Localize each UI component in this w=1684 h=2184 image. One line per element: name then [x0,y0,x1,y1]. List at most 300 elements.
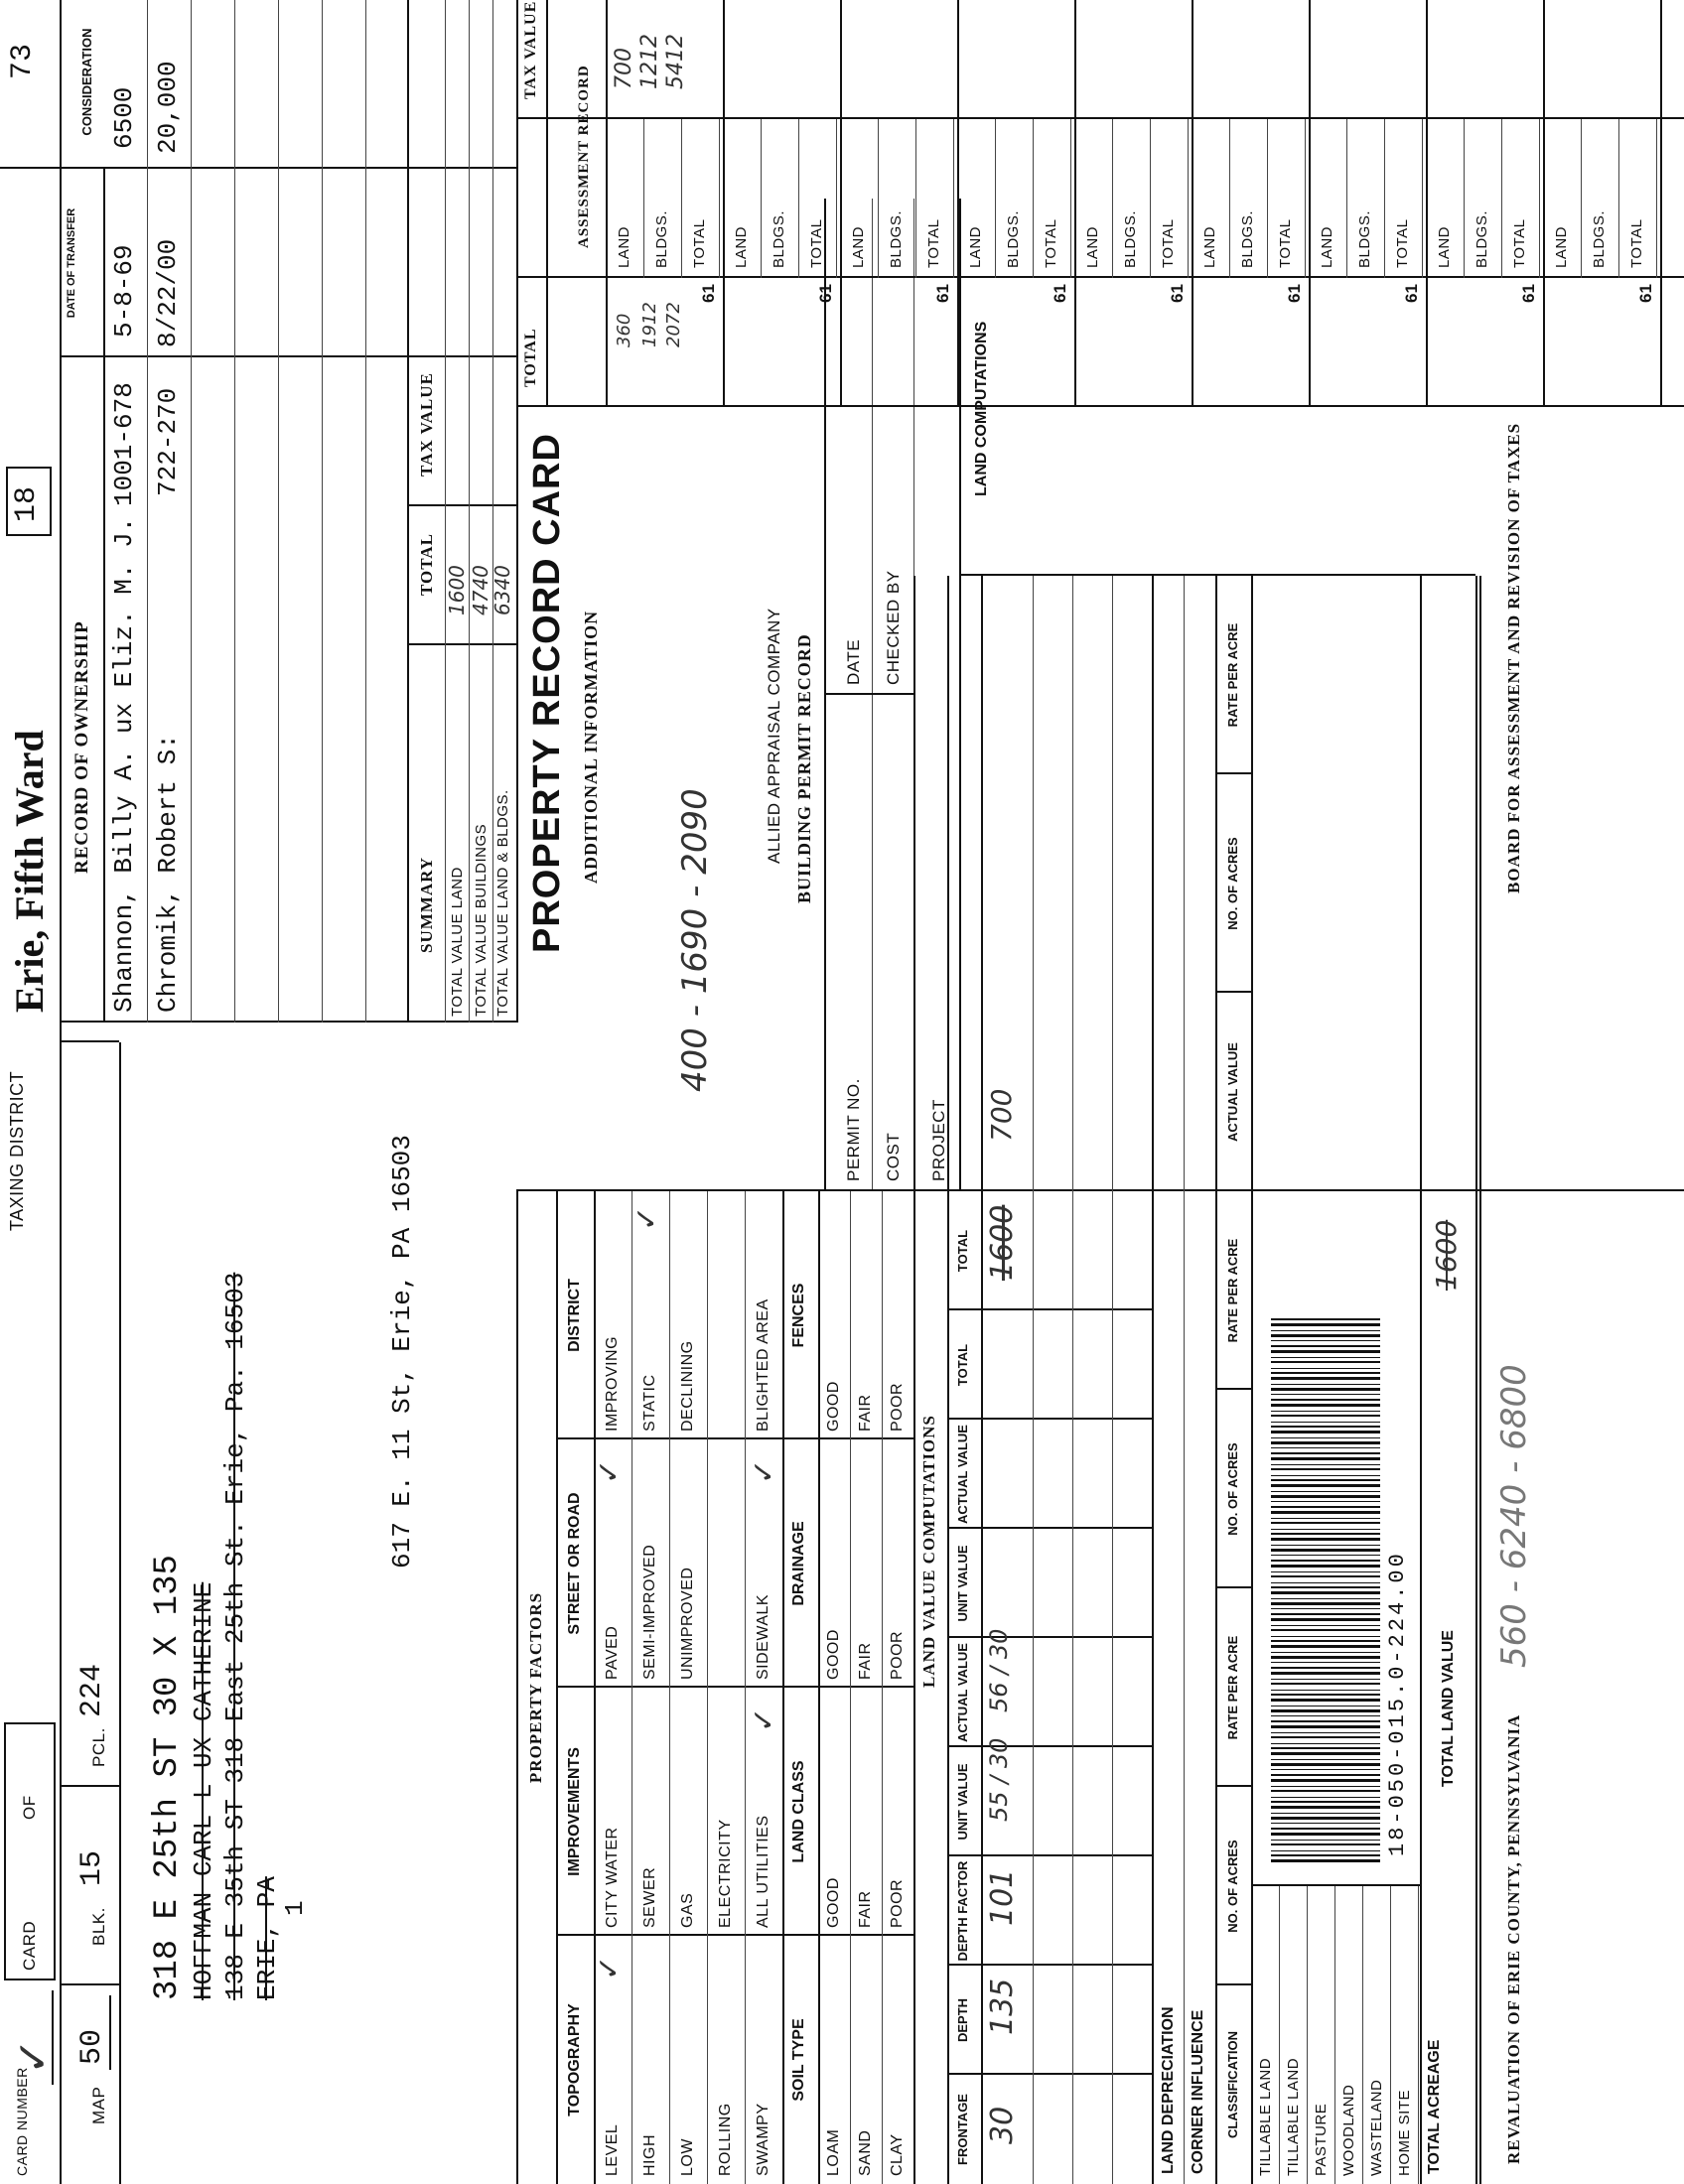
soil-cell-soil: LOAM [825,2128,842,2176]
assessment-total-label: TOTAL [522,328,539,387]
footer-left: REVALUATION OF ERIE COUNTY, PENNSYLVANIA [1504,1713,1523,2164]
barcode-bar [1271,1843,1380,1845]
land-value-col-line [947,1308,1152,1310]
barcode-bar [1271,1715,1380,1716]
barcode-bar [1271,1854,1380,1856]
assessment-line [1384,119,1385,278]
assessment-label: LAND [616,225,632,268]
assessment-label: TOTAL [925,218,942,268]
soil-cell-soil: SAND [857,2129,874,2176]
land-value-header: ACTUAL VALUE [955,1425,970,1524]
classification-row-line [1279,1886,1280,2184]
assessment-label: BLDGS. [653,209,670,268]
barcode-bar [1271,1759,1380,1760]
barcode-bar [1271,1495,1380,1498]
consideration-2: 20,000 [153,61,183,154]
assessment-year-mark: 61 [1168,284,1187,303]
assessment-line [878,119,879,278]
summary-total-label: TOTAL [417,533,436,596]
barcode-bar [1271,1801,1380,1803]
assessment-group-line [957,0,959,407]
mailing-address: 617 E. 11 St, Erie, PA 16503 [387,1135,417,1569]
assessment-year-mark: 61 [1519,284,1538,303]
factor-cell-district: BLIGHTED AREA [755,1298,772,1432]
assessment-line [1539,119,1540,278]
summary-total-land: 1600 [445,565,469,615]
blk-value: 15 [75,1849,109,1886]
additional-info-title: ADDITIONAL INFORMATION [581,610,601,884]
assessment-label: BLDGS. [1005,209,1022,268]
barcode-bar [1271,1817,1380,1820]
permit-title: BUILDING PERMIT RECORD [794,633,814,903]
barcode-bar [1271,1690,1380,1691]
ownership-title: RECORD OF OWNERSHIP [71,620,92,874]
summary-total-buildings: 4740 [469,565,492,615]
assessment-label: BLDGS. [888,209,905,268]
barcode-bar [1271,1636,1380,1637]
factor-cell-district: IMPROVING [604,1335,621,1432]
factor-cell-district: STATIC [641,1374,658,1432]
factor-cell-topography: HIGH [641,2134,658,2176]
classification-col-line [1215,772,1251,774]
map-label: MAP [89,2086,108,2124]
barcode-bar [1271,1683,1380,1685]
land-value-header: DEPTH [955,1997,970,2043]
soil-cell-land_class: GOOD [825,1877,842,1928]
classification-header: CLASSIFICATION [1225,2030,1240,2139]
classification-row: WASTELAND [1368,2079,1385,2176]
blk-label: BLK. [89,1907,108,1946]
land-value-col-line [947,1418,1152,1420]
barcode [1271,1310,1380,1866]
land-value-header: FRONTAGE [955,2094,970,2165]
barcode-bar [1271,1437,1380,1438]
assessment-label: BLDGS. [1122,209,1139,268]
owner-1: Shannon, Billy A. ux Eliz. M. J. [109,516,139,1013]
soil-cell-land_class: POOR [889,1878,906,1928]
assessment-line [1150,119,1151,278]
barcode-bar [1271,1340,1380,1341]
factor-cell-district: DECLINING [679,1340,696,1432]
barcode-bar [1271,1652,1380,1653]
assessment-label: LAND [1201,225,1218,268]
barcode-bar [1271,1629,1380,1631]
classification-row-line [1362,1886,1363,2184]
property-line-1: 318 E 25th ST 30 X 135 [149,1555,187,2000]
barcode-bar [1271,1415,1380,1417]
barcode-bar [1271,1575,1380,1577]
property-line-4: ERIE, PA [252,1876,282,2000]
barcode-bar [1271,1560,1380,1562]
barcode-bar [1271,1545,1380,1546]
barcode-bar [1271,1662,1380,1663]
barcode-bar [1271,1452,1380,1454]
assessment-label: BLDGS. [1474,209,1490,268]
barcode-bar [1271,1779,1380,1782]
assessment-label: TOTAL [1511,218,1528,268]
assessment-year-mark: 61 [1402,284,1421,303]
total-value-2: 700 [985,1088,1018,1142]
soil-header: SOIL TYPE [790,2018,807,2102]
barcode-bar [1271,1372,1380,1374]
barcode-bar [1271,1645,1380,1648]
assessment-year-mark: 61 [1285,284,1304,303]
barcode-bar [1271,1411,1380,1412]
factor-cell-improvements: ELECTRICITY [717,1819,734,1928]
factors-title: PROPERTY FACTORS [526,1591,545,1784]
assessment-line [1346,119,1347,278]
barcode-bar [1271,1549,1380,1552]
depth-factor-value: 101 [985,1868,1020,1926]
classification-row-line [1307,1886,1308,2184]
barcode-bar [1271,1747,1380,1749]
factor-row-line [669,1191,670,2184]
barcode-bar [1271,1491,1380,1492]
assessment-line [1422,119,1423,278]
assessment-label: LAND [850,225,867,268]
assessment-year-mark: 61 [1636,284,1655,303]
barcode-bar [1271,1591,1380,1594]
assessment-line [915,119,916,278]
assessment-line [1229,119,1230,278]
barcode-bar [1271,1850,1380,1851]
assessment-line [681,119,682,278]
barcode-bar [1271,1399,1380,1401]
assessment-group-line [1543,0,1545,407]
footer-right: BOARD FOR ASSESSMENT AND REVISION OF TAXES [1504,422,1523,893]
permit-no-label: PERMIT NO. [844,1078,863,1181]
barcode-bar [1271,1479,1380,1481]
classification-row: TILLABLE LAND [1257,2057,1274,2176]
soil-cell-land_class: FAIR [857,1890,874,1928]
assessment-label: TOTAL [808,218,825,268]
card-number-check: ✓ [8,2038,59,2075]
assessment-label: TOTAL [1394,218,1411,268]
assessment-label: BLDGS. [1591,209,1608,268]
barcode-bar [1271,1529,1380,1530]
barcode-bar [1271,1330,1380,1331]
assessment-label: TOTAL [1160,218,1177,268]
barcode-bar [1271,1813,1380,1814]
permit-project-label: PROJECT [929,1099,948,1181]
of-label: OF [20,1795,39,1820]
assessment-label: TOTAL [1628,218,1645,268]
assessment-line [1188,119,1189,278]
barcode-bar [1271,1475,1380,1476]
barcode-bar [1271,1422,1380,1423]
factor-cell-improvements: GAS [679,1892,696,1928]
permit-date-label: DATE [844,638,863,685]
barcode-bar [1271,1318,1380,1320]
drainage-header: DRAINAGE [790,1521,807,1606]
assessment-group-line [1192,0,1193,407]
classification-col-line [1215,991,1251,993]
classification-row: WOODLAND [1340,2084,1357,2176]
soil-cell-drainage: GOOD [825,1629,842,1680]
assessment-label: TOTAL [691,218,708,268]
barcode-bar [1271,1656,1380,1659]
card-label: CARD [20,1920,39,1971]
assessment-line [1501,119,1502,278]
barcode-bar [1271,1602,1380,1605]
barcode-bar [1271,1725,1380,1728]
assessment-line [1267,119,1268,278]
assessment-label: BLDGS. [1239,209,1256,268]
soil-cell-drainage: POOR [889,1630,906,1680]
barcode-bar [1271,1323,1380,1326]
summary-title: SUMMARY [417,856,436,953]
assessment-label: TOTAL [1277,218,1294,268]
classification-row-line [1418,1886,1419,2184]
barcode-bar [1271,1709,1380,1712]
date-of-transfer-label: DATE OF TRANSFER [66,207,77,319]
land-value-header: ACTUAL VALUE [955,1643,970,1742]
barcode-bar [1271,1598,1380,1599]
assessment-label: TOTAL [1043,218,1059,268]
classification-col-line [1215,1388,1251,1390]
owner-2: Chromik, Robert S: [153,734,183,1013]
assessment-line [761,119,762,278]
barcode-bar [1271,1388,1380,1391]
pcl-value: 224 [75,1663,109,1717]
total-value: 1600 [985,1204,1020,1281]
factor-cell-street: SIDEWALK [755,1593,772,1680]
soil-cell-fences: GOOD [825,1381,842,1432]
check-level: ✓ [592,1955,627,1980]
assessment-label: LAND [967,225,984,268]
check-all-utilities: ✓ [747,1706,781,1732]
unit-value-value: 55 / 30 [985,1737,1013,1822]
barcode-bar [1271,1464,1380,1465]
soil-cell-soil: CLAY [889,2133,906,2176]
barcode-bar [1271,1582,1380,1583]
assessment-line [1618,119,1619,278]
barcode-bar [1271,1736,1380,1738]
barcode-bar [1271,1506,1380,1508]
property-line-3: 138 E 35th ST 318 East 25th St. Erie, Pa. 16503 [220,1272,250,2000]
barcode-bar [1271,1426,1380,1428]
assessment-line [643,119,644,278]
assessment-group-line [723,0,725,407]
taxing-district-label: TAXING DISTRICT [7,1070,27,1231]
summary-row-land: TOTAL VALUE LAND [449,867,466,1017]
factor-cell-street: PAVED [604,1625,621,1680]
assessment-title: ASSESSMENT RECORD [576,65,592,248]
factor-row-line [707,1191,708,2184]
land-depreciation-label: LAND DEPRECIATION [1160,2006,1177,2174]
classification-row: PASTURE [1313,2103,1330,2176]
assessment-year-mark: 61 [1051,284,1069,303]
barcode-bar [1271,1699,1380,1702]
pcl-label: PCL. [89,1727,108,1767]
map-value: 50 [75,2028,109,2065]
barcode-text: 18-050-015.0-224.00 [1385,1551,1410,1856]
classification-divider [1251,1884,1420,1886]
street-header: STREET OR ROAD [566,1492,583,1635]
barcode-bar [1271,1484,1380,1487]
assessment-hand-1: 360 [614,313,634,347]
classification-header: RATE PER ACRE [1225,622,1240,728]
barcode-bar [1271,1625,1380,1626]
barcode-bar [1271,1368,1380,1369]
book-2: 722-270 [153,387,183,496]
check-static: ✓ [630,1205,664,1231]
card-title: PROPERTY RECORD CARD [526,433,568,953]
factor-cell-street: SEMI-IMPROVED [641,1544,658,1680]
assessment-line [836,119,837,278]
assessment-line [1305,119,1306,278]
classification-row: HOME SITE [1396,2089,1413,2176]
district-header: DISTRICT [566,1279,583,1352]
barcode-bar [1271,1840,1380,1841]
classification-row-line [1390,1886,1391,2184]
barcode-bar [1271,1522,1380,1524]
land-value-col-line [947,1854,1152,1856]
land-value-title: LAND VALUE COMPUTATIONS [919,1415,938,1688]
barcode-bar [1271,1797,1380,1798]
barcode-bar [1271,1586,1380,1588]
assessment-line [1464,119,1465,278]
assessment-group-line [1309,0,1311,407]
barcode-bar [1271,1518,1380,1519]
barcode-bar [1271,1533,1380,1535]
land-value-col-line [947,1745,1152,1747]
barcode-bar [1271,1361,1380,1363]
land-value-header: UNIT VALUE [955,1545,970,1622]
classification-col-line [1215,1189,1251,1191]
transfer-date-2: 8/22/00 [153,238,183,347]
barcode-bar [1271,1679,1380,1680]
assessment-group-line [1660,0,1662,407]
barcode-bar [1271,1357,1380,1358]
land-value-col-line [947,1636,1152,1638]
additional-note: 400 - 1690 - 2090 [675,788,715,1092]
classification-col-line [1215,1586,1251,1588]
classification-header: NO. OF ACRES [1225,837,1240,930]
barcode-bar [1271,1720,1380,1722]
assessment-tax-3: 5412 [663,34,688,89]
property-line-2: HOFFMAN CARL L UX CATHERINE [189,1581,218,2000]
fences-header: FENCES [790,1283,807,1348]
barcode-bar [1271,1404,1380,1407]
barcode-bar [1271,1774,1380,1776]
barcode-bar [1271,1565,1380,1568]
land-value-header: DEPTH FACTOR [955,1860,970,1962]
barcode-bar [1271,1667,1380,1669]
topography-header: TOPOGRAPHY [566,2003,583,2116]
assessment-group-line [1074,0,1076,407]
barcode-bar [1271,1350,1380,1353]
book-1: 1001-678 [109,382,139,506]
assessment-line [1033,119,1034,278]
land-class-header: LAND CLASS [790,1760,807,1863]
total-land-value-hand: 1600 [1430,1219,1463,1291]
consideration-1: 6500 [109,86,139,149]
assessment-label: BLDGS. [1356,209,1373,268]
barcode-bar [1271,1769,1380,1770]
land-value-col-line [947,2073,1152,2075]
assessment-year-mark: 61 [699,284,718,303]
assessment-label: LAND [1319,225,1335,268]
card-of-box [4,1722,56,1980]
summary-tax-value-label: TAX VALUE [417,372,436,477]
barcode-bar [1271,1828,1380,1830]
classification-row: TILLABLE LAND [1285,2057,1302,2176]
check-paved: ✓ [592,1458,627,1484]
assessment-line [1070,119,1071,278]
permit-cost-label: COST [884,1132,903,1181]
barcode-bar [1271,1511,1380,1514]
land-value-col-line [947,1527,1152,1529]
assessment-line [1656,119,1657,278]
barcode-bar [1271,1694,1380,1696]
barcode-bar [1271,1618,1380,1621]
permit-checked-by-label: CHECKED BY [884,570,903,685]
factor-cell-topography: ROLLING [717,2103,734,2176]
summary-row-total: TOTAL VALUE LAND & BLDGS. [494,789,511,1017]
soil-cell-fences: POOR [889,1382,906,1432]
barcode-bar [1271,1672,1380,1675]
barcode-bar [1271,1806,1380,1809]
assessment-label: LAND [733,225,750,268]
barcode-bar [1271,1538,1380,1541]
assessment-year-mark: 61 [816,284,835,303]
barcode-bar [1271,1345,1380,1347]
assessment-tax-1: 700 [612,48,636,89]
transfer-date-1: 5-8-69 [109,244,139,338]
barcode-bar [1271,1608,1380,1609]
barcode-bar [1271,1640,1380,1642]
assessment-tax-value-label: TAX VALUE [522,0,539,99]
footer-handwritten: 560 - 6240 - 6800 [1494,1364,1534,1668]
card-number-label: CARD NUMBER [14,2067,30,2176]
barcode-bar [1271,1394,1380,1395]
land-value-header: TOTAL [955,1343,970,1387]
barcode-bar [1271,1833,1380,1836]
barcode-bar [1271,1441,1380,1444]
barcode-bar [1271,1859,1380,1862]
factor-cell-improvements: SEWER [641,1866,658,1928]
barcode-bar [1271,1790,1380,1792]
factor-cell-topography: LOW [679,2138,696,2176]
factor-cell-topography: LEVEL [604,2123,621,2176]
soil-cell-fences: FAIR [857,1394,874,1432]
barcode-bar [1271,1431,1380,1433]
barcode-bar [1271,1334,1380,1337]
assessment-hand-3: 2072 [663,302,684,347]
barcode-bar [1271,1786,1380,1787]
district-name: Erie, Fifth Ward [7,730,52,1013]
factor-cell-street: UNIMPROVED [679,1567,696,1680]
barcode-bar [1271,1555,1380,1556]
assessment-tax-2: 1212 [637,34,662,89]
barcode-bar [1271,1613,1380,1615]
land-value-col-line [947,1189,1152,1191]
land-value-header: UNIT VALUE [955,1763,970,1841]
assessment-line [995,119,996,278]
barcode-bar [1271,1571,1380,1572]
classification-header: ACTUAL VALUE [1225,1042,1240,1142]
barcode-bar [1271,1732,1380,1733]
property-line-5: 1 [280,1900,310,1916]
check-sidewalk: ✓ [747,1458,781,1484]
barcode-bar [1271,1468,1380,1470]
soil-row-line [850,1191,851,2184]
depth-value: 135 [985,1978,1020,2035]
assessment-label: LAND [1084,225,1101,268]
barcode-graphic [1271,1310,1380,1866]
actual-value-value: 56 / 30 [985,1628,1013,1712]
